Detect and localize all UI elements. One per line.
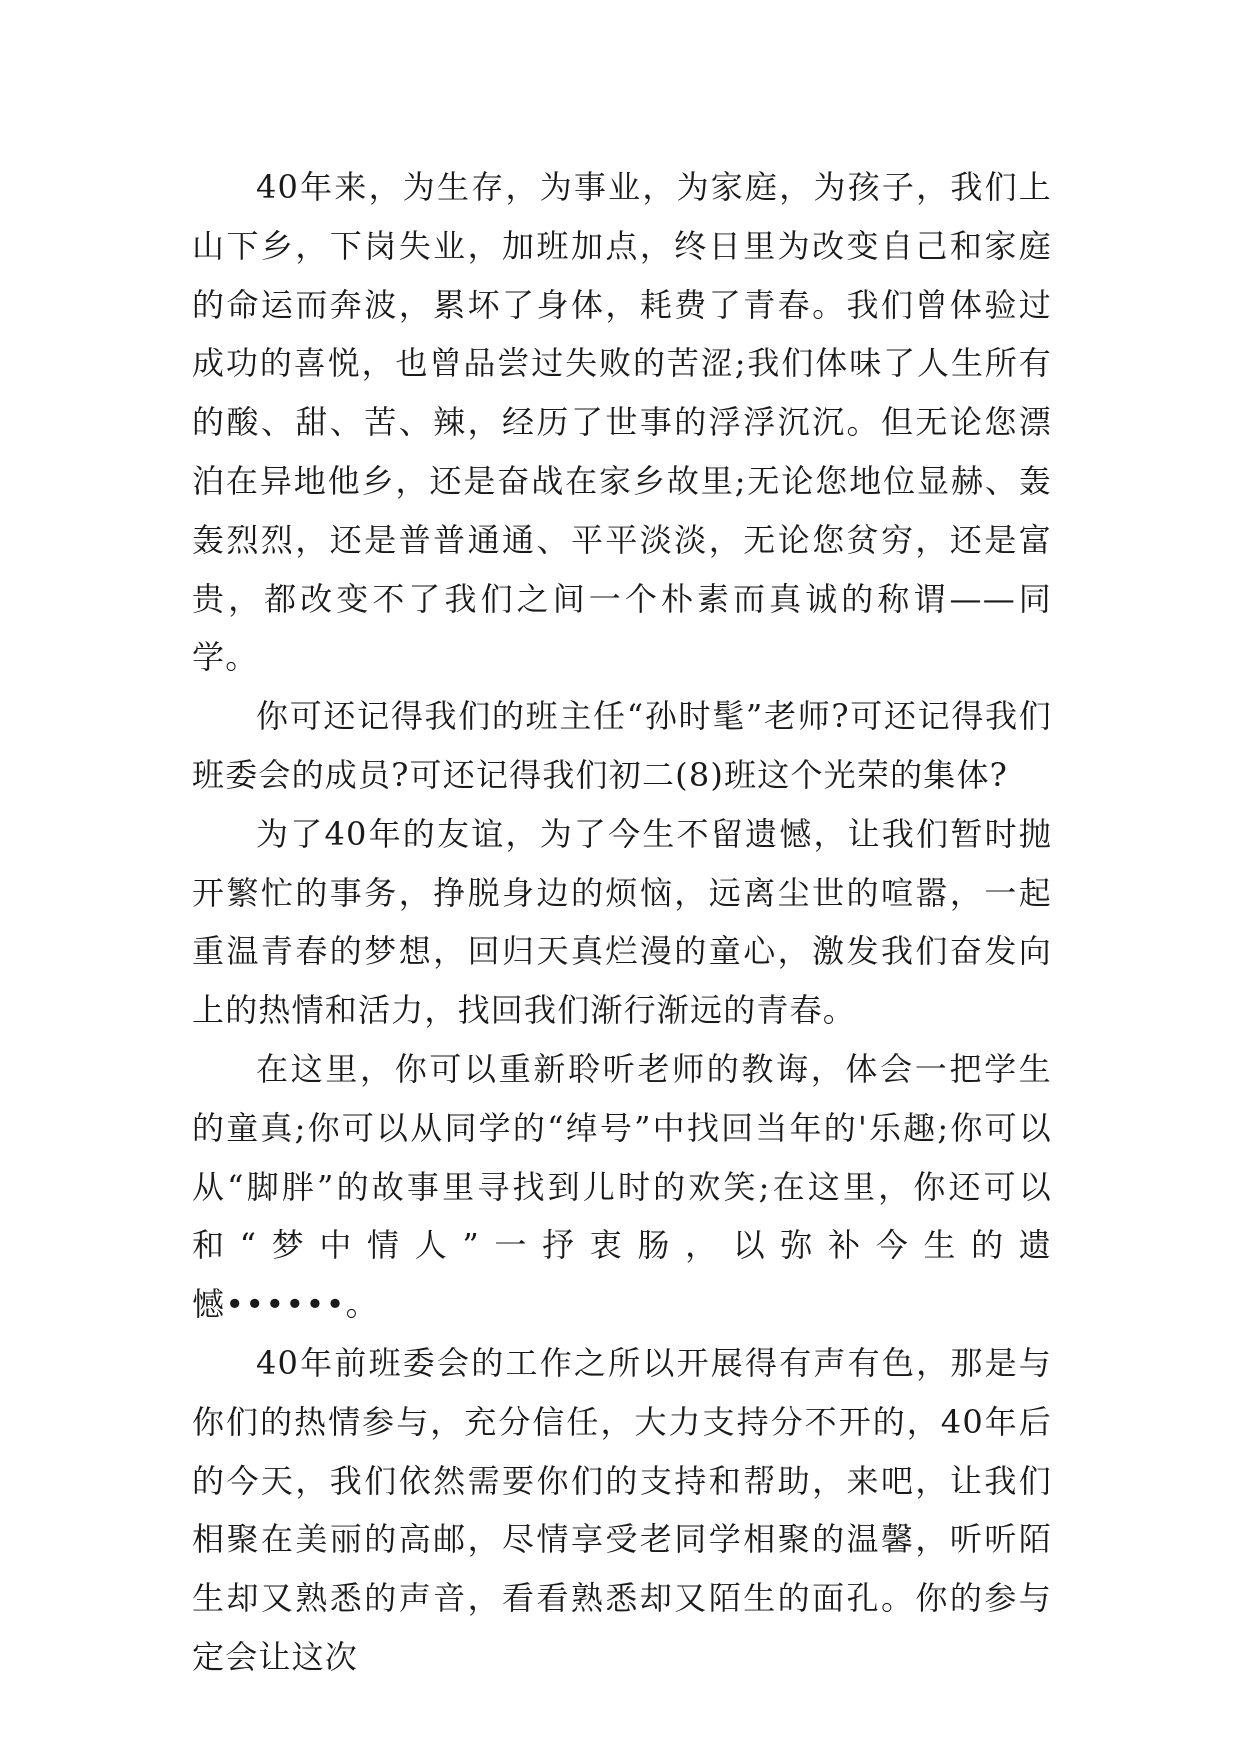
paragraph-4	[192, 1040, 1052, 1275]
paragraph-4-ending: 憾••••••。	[192, 1285, 379, 1324]
paragraph-2: 你可还记得我们的班主任“孙时髦”老师?可还记得我们班委会的成员?可还记得我们初二(8)班这个光荣的集体?	[192, 697, 1052, 794]
paragraph-1: 40年来，为生存，为事业，为家庭，为孩子，我们上山下乡，下岗失业，加班加点，终日里为改变自己和家庭的命运而奔波，累坏了身体，耗费了青春。我们曾体验过成功的喜悦，也曾品尝过失败的苦涩;我们体味了人生所有的酸、甜、苦、辣，经历了世事的浮浮沉沉。但无论您漂泊在异地他乡，还是奋战在家乡故里;无论您地位显赫、轰轰烈烈，还是普普通通、平平淡淡，无论您贫穷，还是富贵，都改变不了我们之间一个朴素而真诚的称谓——同学。	[192, 168, 1052, 677]
document-body	[192, 158, 1052, 1687]
paragraph-3: 为了40年的友谊，为了今生不留遗憾，让我们暂时抛开繁忙的事务，挣脱身边的烦恼，远离尘世的喧嚣，一起重温青春的梦想，回归天真烂漫的童心，激发我们奋发向上的热情和活力，找回我们渐行渐远的青春。	[192, 814, 1052, 1030]
paragraph-4-text: 在这里，你可以重新聆听老师的教诲，体会一把学生的童真;你可以从同学的“绰号”中找回当年的'乐趣;你可以从“脚胖”的故事里寻找到儿时的欢笑;在这里，你还可以和“梦中情人”一抒衷肠，以弥补今生的遗	[192, 1049, 1052, 1265]
paragraph-5: 40年前班委会的工作之所以开展得有声有色，那是与你们的热情参与，充分信任，大力支持分不开的，40年后的今天，我们依然需要你们的支持和帮助，来吧，让我们相聚在美丽的高邮，尽情享受老同学相聚的温馨，听听陌生却又熟悉的声音，看看熟悉却又陌生的面孔。你的参与定会让这次	[192, 1343, 1052, 1676]
